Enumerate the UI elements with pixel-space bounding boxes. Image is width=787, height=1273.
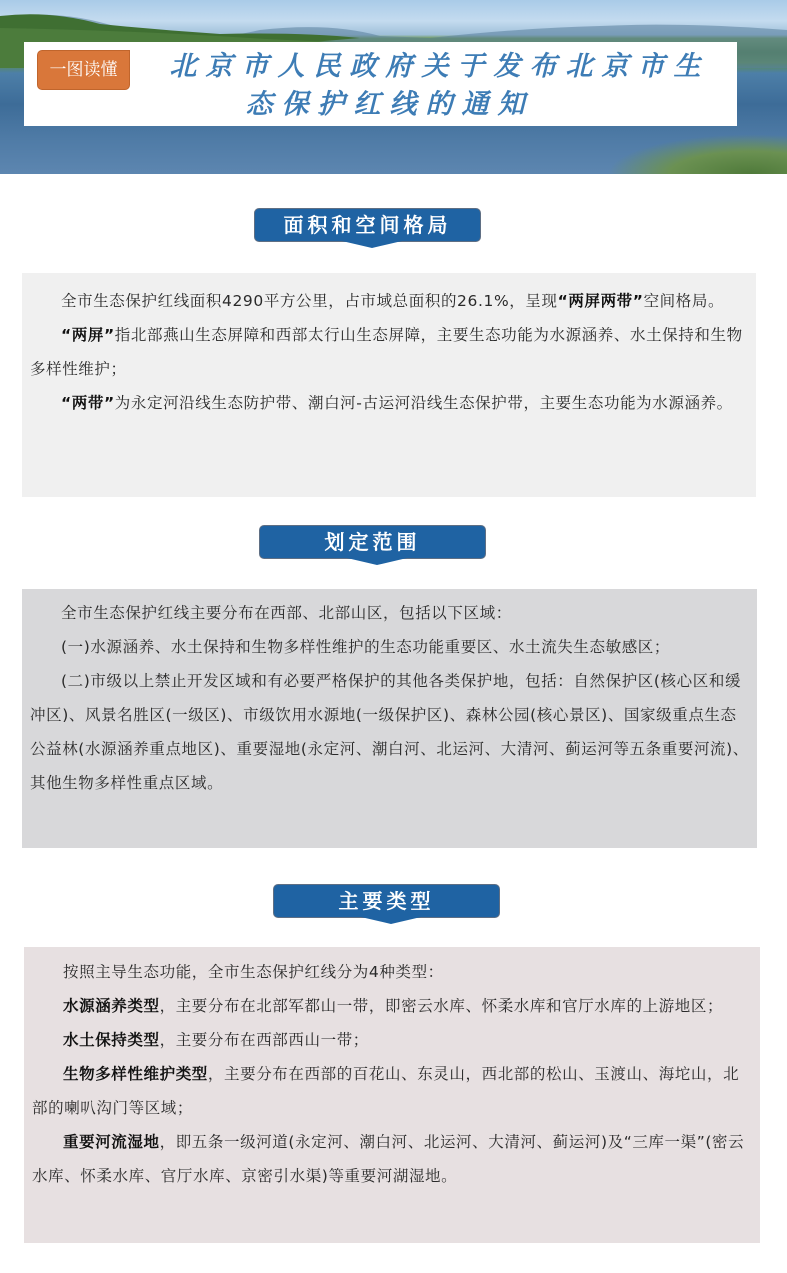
panel-area-layout bbox=[22, 273, 756, 497]
title-line-1: 北京市人民政府关于发布北京市生 bbox=[169, 51, 710, 82]
read-in-one-chart-badge: 一图读懂 bbox=[37, 50, 130, 90]
banner-image bbox=[0, 0, 787, 174]
panel-main-types bbox=[24, 947, 760, 1243]
section-heading-area-layout: 面积和空间格局 bbox=[254, 208, 481, 242]
text: 指北部燕山生态屏障和西部太行山生态屏障，主要生态功能为水源涵养、水土保持和生物多样性维护； bbox=[30, 326, 743, 378]
panel-scope bbox=[22, 589, 757, 848]
text: 按照主导生态功能，全市生态保护红线分为4种类型： bbox=[63, 963, 444, 981]
text: 空间格局。 bbox=[643, 292, 725, 310]
shore-foliage bbox=[607, 134, 787, 174]
bold-term: 生物多样性维护类型 bbox=[63, 1065, 208, 1083]
section-heading-main-types: 主要类型 bbox=[273, 884, 500, 918]
bold-term: “两屏” bbox=[61, 326, 115, 344]
bold-term: 水土保持类型 bbox=[63, 1031, 160, 1049]
text: ，主要分布在西部西山一带； bbox=[159, 1031, 369, 1049]
bold-term: 水源涵养类型 bbox=[63, 997, 160, 1015]
paragraph bbox=[32, 989, 752, 1023]
bold-term: 重要河流湿地 bbox=[63, 1133, 160, 1151]
bold-term: “两带” bbox=[61, 394, 115, 412]
text: ，主要分布在西部的百花山、东灵山，西北部的松山、玉渡山、海坨山，北部的喇叭沟门等区域； bbox=[32, 1065, 740, 1117]
paragraph: 全市生态保护红线主要分布在西部、北部山区，包括以下区域： bbox=[61, 604, 512, 622]
paragraph bbox=[30, 318, 748, 386]
paragraph: (二)市级以上禁止开发区域和有必要严格保护的其他各类保护地，包括：自然保护区(核心区和缓冲区)、风景名胜区(一级区)、市级饮用水源地(一级保护区)、森林公园(核心景区)、国家级重点生态公益林(水源涵养重点地区)、重要湿地(永定河、潮白河、北运河、大清河、蓟运河等五条重要河流)、其他生物多样性重点区域。 bbox=[30, 672, 749, 792]
text: ，主要分布在北部军都山一带，即密云水库、怀柔水库和官厅水库的上游地区； bbox=[159, 997, 724, 1015]
paragraph bbox=[32, 955, 752, 989]
text: 全市生态保护红线面积4290平方公里，占市域总面积的26.1%，呈现 bbox=[61, 292, 558, 310]
title-line-2: 态保护红线的通知 bbox=[245, 89, 534, 120]
paragraph bbox=[32, 1057, 752, 1125]
page-title bbox=[142, 48, 737, 124]
paragraph bbox=[30, 386, 748, 420]
paragraph bbox=[30, 284, 748, 318]
paragraph: (一)水源涵养、水土保持和生物多样性维护的生态功能重要区、水土流失生态敏感区； bbox=[61, 638, 670, 656]
text: 为永定河沿线生态防护带、潮白河-古运河沿线生态保护带，主要生态功能为水源涵养。 bbox=[114, 394, 733, 412]
text: ，即五条一级河道(永定河、潮白河、北运河、大清河、蓟运河)及“三库一渠”(密云水库、怀柔水库、官厅水库、京密引水渠)等重要河湖湿地。 bbox=[32, 1133, 745, 1185]
section-heading-scope: 划定范围 bbox=[259, 525, 486, 559]
paragraph bbox=[32, 1125, 752, 1193]
title-card bbox=[24, 42, 737, 126]
bold-term: “两屏两带” bbox=[557, 292, 644, 310]
paragraph bbox=[32, 1023, 752, 1057]
